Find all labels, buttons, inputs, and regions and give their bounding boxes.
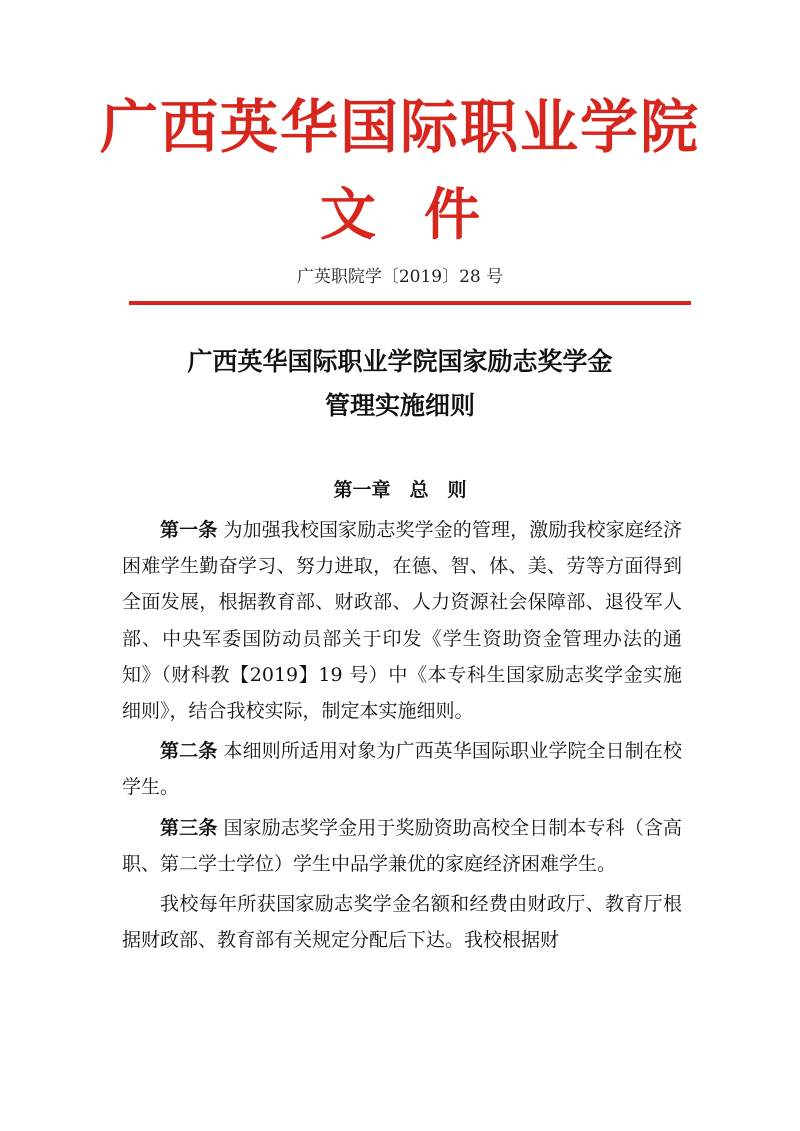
document-title-line2: 管理实施细则 xyxy=(324,391,475,420)
article-label: 第二条 xyxy=(160,740,218,763)
article-label: 第三条 xyxy=(160,816,218,839)
document-body xyxy=(122,512,682,962)
document-title-line1: 广西英华国际职业学院国家励志奖学金 xyxy=(187,347,613,376)
article-text: 我校每年所获国家励志奖学金名额和经费由财政厅、教育厅根据财政部、教育部有关规定分配后下达。我校根据财 xyxy=(122,893,682,952)
article-text: 国家励志奖学金用于奖励资助高校全日制本专科（含高职、第二学士学位）学生中品学兼优的家庭经济困难学生。 xyxy=(122,816,682,875)
red-divider-line xyxy=(129,301,691,305)
doc-type-header: 文件 xyxy=(320,182,528,248)
article-paragraph xyxy=(122,512,682,729)
doc-number: 广英职院学〔2019〕28 号 xyxy=(296,267,504,287)
article-paragraph xyxy=(122,886,682,958)
article-label: 第一条 xyxy=(160,519,218,541)
org-name-header: 广西英华国际职业学院 xyxy=(99,93,700,161)
chapter-heading: 第一章 总 则 xyxy=(333,479,467,501)
document-title xyxy=(0,340,800,428)
article-text: 本细则所适用对象为广西英华国际职业学院全日制在校学生。 xyxy=(122,740,682,799)
article-paragraph xyxy=(122,810,682,882)
article-text: 为加强我校国家励志奖学金的管理，激励我校家庭经济困难学生勤奋学习、努力进取，在德、智、体、美、劳等方面得到全面发展，根据教育部、财政部、人力资源社会保障部、退役军人部、中央军委国防动员部关于印发《学生资助资金管理办法的通知》（财科教【2019】19 号）中《本专科生国家励志奖学金实施细则》，结合我校实际，制定本实施细则。 xyxy=(122,519,682,723)
article-paragraph xyxy=(122,733,682,805)
